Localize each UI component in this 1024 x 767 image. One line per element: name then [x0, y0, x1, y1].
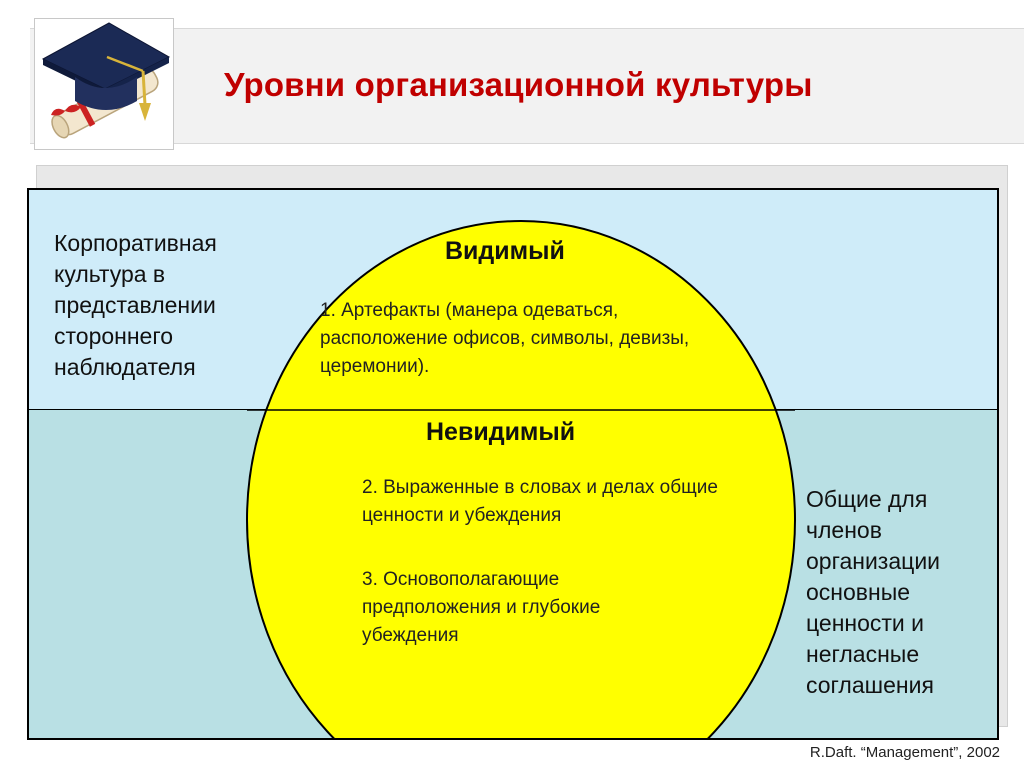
outside-observer-label: Корпоративная культура в представлении стороннего наблюдателя — [54, 230, 217, 380]
values-item: 2. Выраженные в словах и делах общие ценности и убеждения — [362, 477, 718, 526]
shared-values-label: Общие для членов организации основные ценности и негласные соглашения — [806, 486, 941, 698]
assumptions-item: 3. Основополагающие предположения и глубокие убеждения — [362, 569, 601, 646]
artifacts-item: 1. Артефакты (манера одеваться, расположение офисов, символы, девизы, церемонии). — [320, 300, 690, 377]
citation: R.Daft. “Management”, 2002 — [809, 744, 1000, 761]
page-title: Уровни организационной культуры — [224, 66, 813, 103]
logo — [34, 18, 174, 150]
graduation-cap-diploma-icon — [35, 19, 173, 149]
invisible-level-heading: Невидимый — [426, 418, 576, 446]
visible-level-heading: Видимый — [445, 237, 565, 265]
